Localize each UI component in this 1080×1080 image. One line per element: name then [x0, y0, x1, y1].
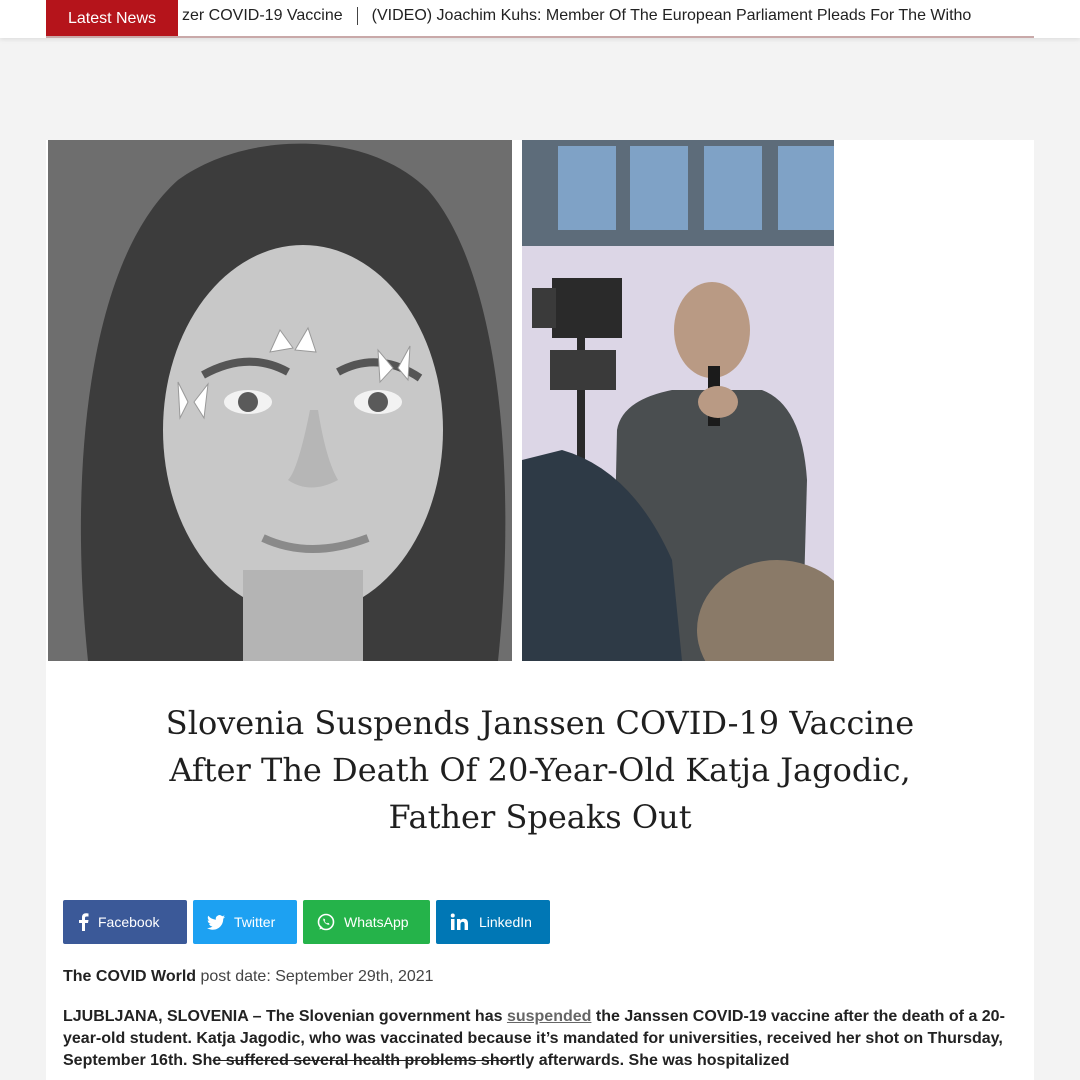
post-date-label: post date: [200, 968, 271, 985]
latest-news-label: Latest News [46, 0, 178, 38]
facebook-share-button[interactable] [63, 900, 187, 944]
facebook-label: Facebook [98, 914, 160, 930]
body-text: LJUBLJANA, SLOVENIA – The Slovenian government has [63, 1008, 503, 1025]
whatsapp-share-button[interactable] [303, 900, 430, 944]
body-text: tly afterwards. She was hospitalized [515, 1052, 790, 1069]
latest-news-ticker [0, 0, 1080, 38]
suspended-link[interactable]: suspended [506, 1008, 592, 1025]
article-body [63, 1006, 1023, 1072]
photo-speaker [522, 140, 834, 661]
share-buttons [63, 900, 550, 944]
headline-line: Father Speaks Out [388, 798, 692, 836]
article-card [46, 140, 1034, 1080]
headline-line: Slovenia Suspends Janssen COVID-19 Vaccine [165, 704, 915, 742]
post-date: September 29th, 2021 [275, 968, 434, 985]
ticker-item[interactable]: zer COVID-19 Vaccine [182, 7, 343, 24]
linkedin-icon [450, 913, 470, 931]
headline-line: After The Death Of 20-Year-Old Katja Jagodic, [169, 751, 911, 789]
twitter-label: Twitter [234, 914, 276, 930]
ticker-separator [357, 7, 358, 25]
ticker-divider [46, 36, 1034, 38]
whatsapp-icon [317, 913, 335, 931]
linkedin-share-button[interactable] [436, 900, 550, 944]
twitter-share-button[interactable] [193, 900, 297, 944]
photo-portrait [48, 140, 512, 661]
author-name[interactable]: The COVID World [63, 968, 197, 985]
article-headline [86, 700, 994, 841]
ticker-headlines [182, 0, 1034, 34]
ticker-item[interactable]: (VIDEO) Joachim Kuhs: Member Of The European Parliament Pleads For The Witho [371, 7, 972, 24]
facebook-icon [77, 913, 89, 931]
struck-text: e suffered several health problems shor [212, 1052, 516, 1069]
whatsapp-label: WhatsApp [344, 914, 409, 930]
twitter-icon [207, 915, 225, 930]
article-byline [63, 968, 434, 986]
linkedin-label: LinkedIn [479, 914, 532, 930]
body-text: the Janssen COVID-19 vaccine after the death of a 20-year-old student. Katja Jagodic, who was vaccinated because it’s mandated for universities, received her shot on Thursday, September 16th. Sh [63, 1008, 1005, 1069]
